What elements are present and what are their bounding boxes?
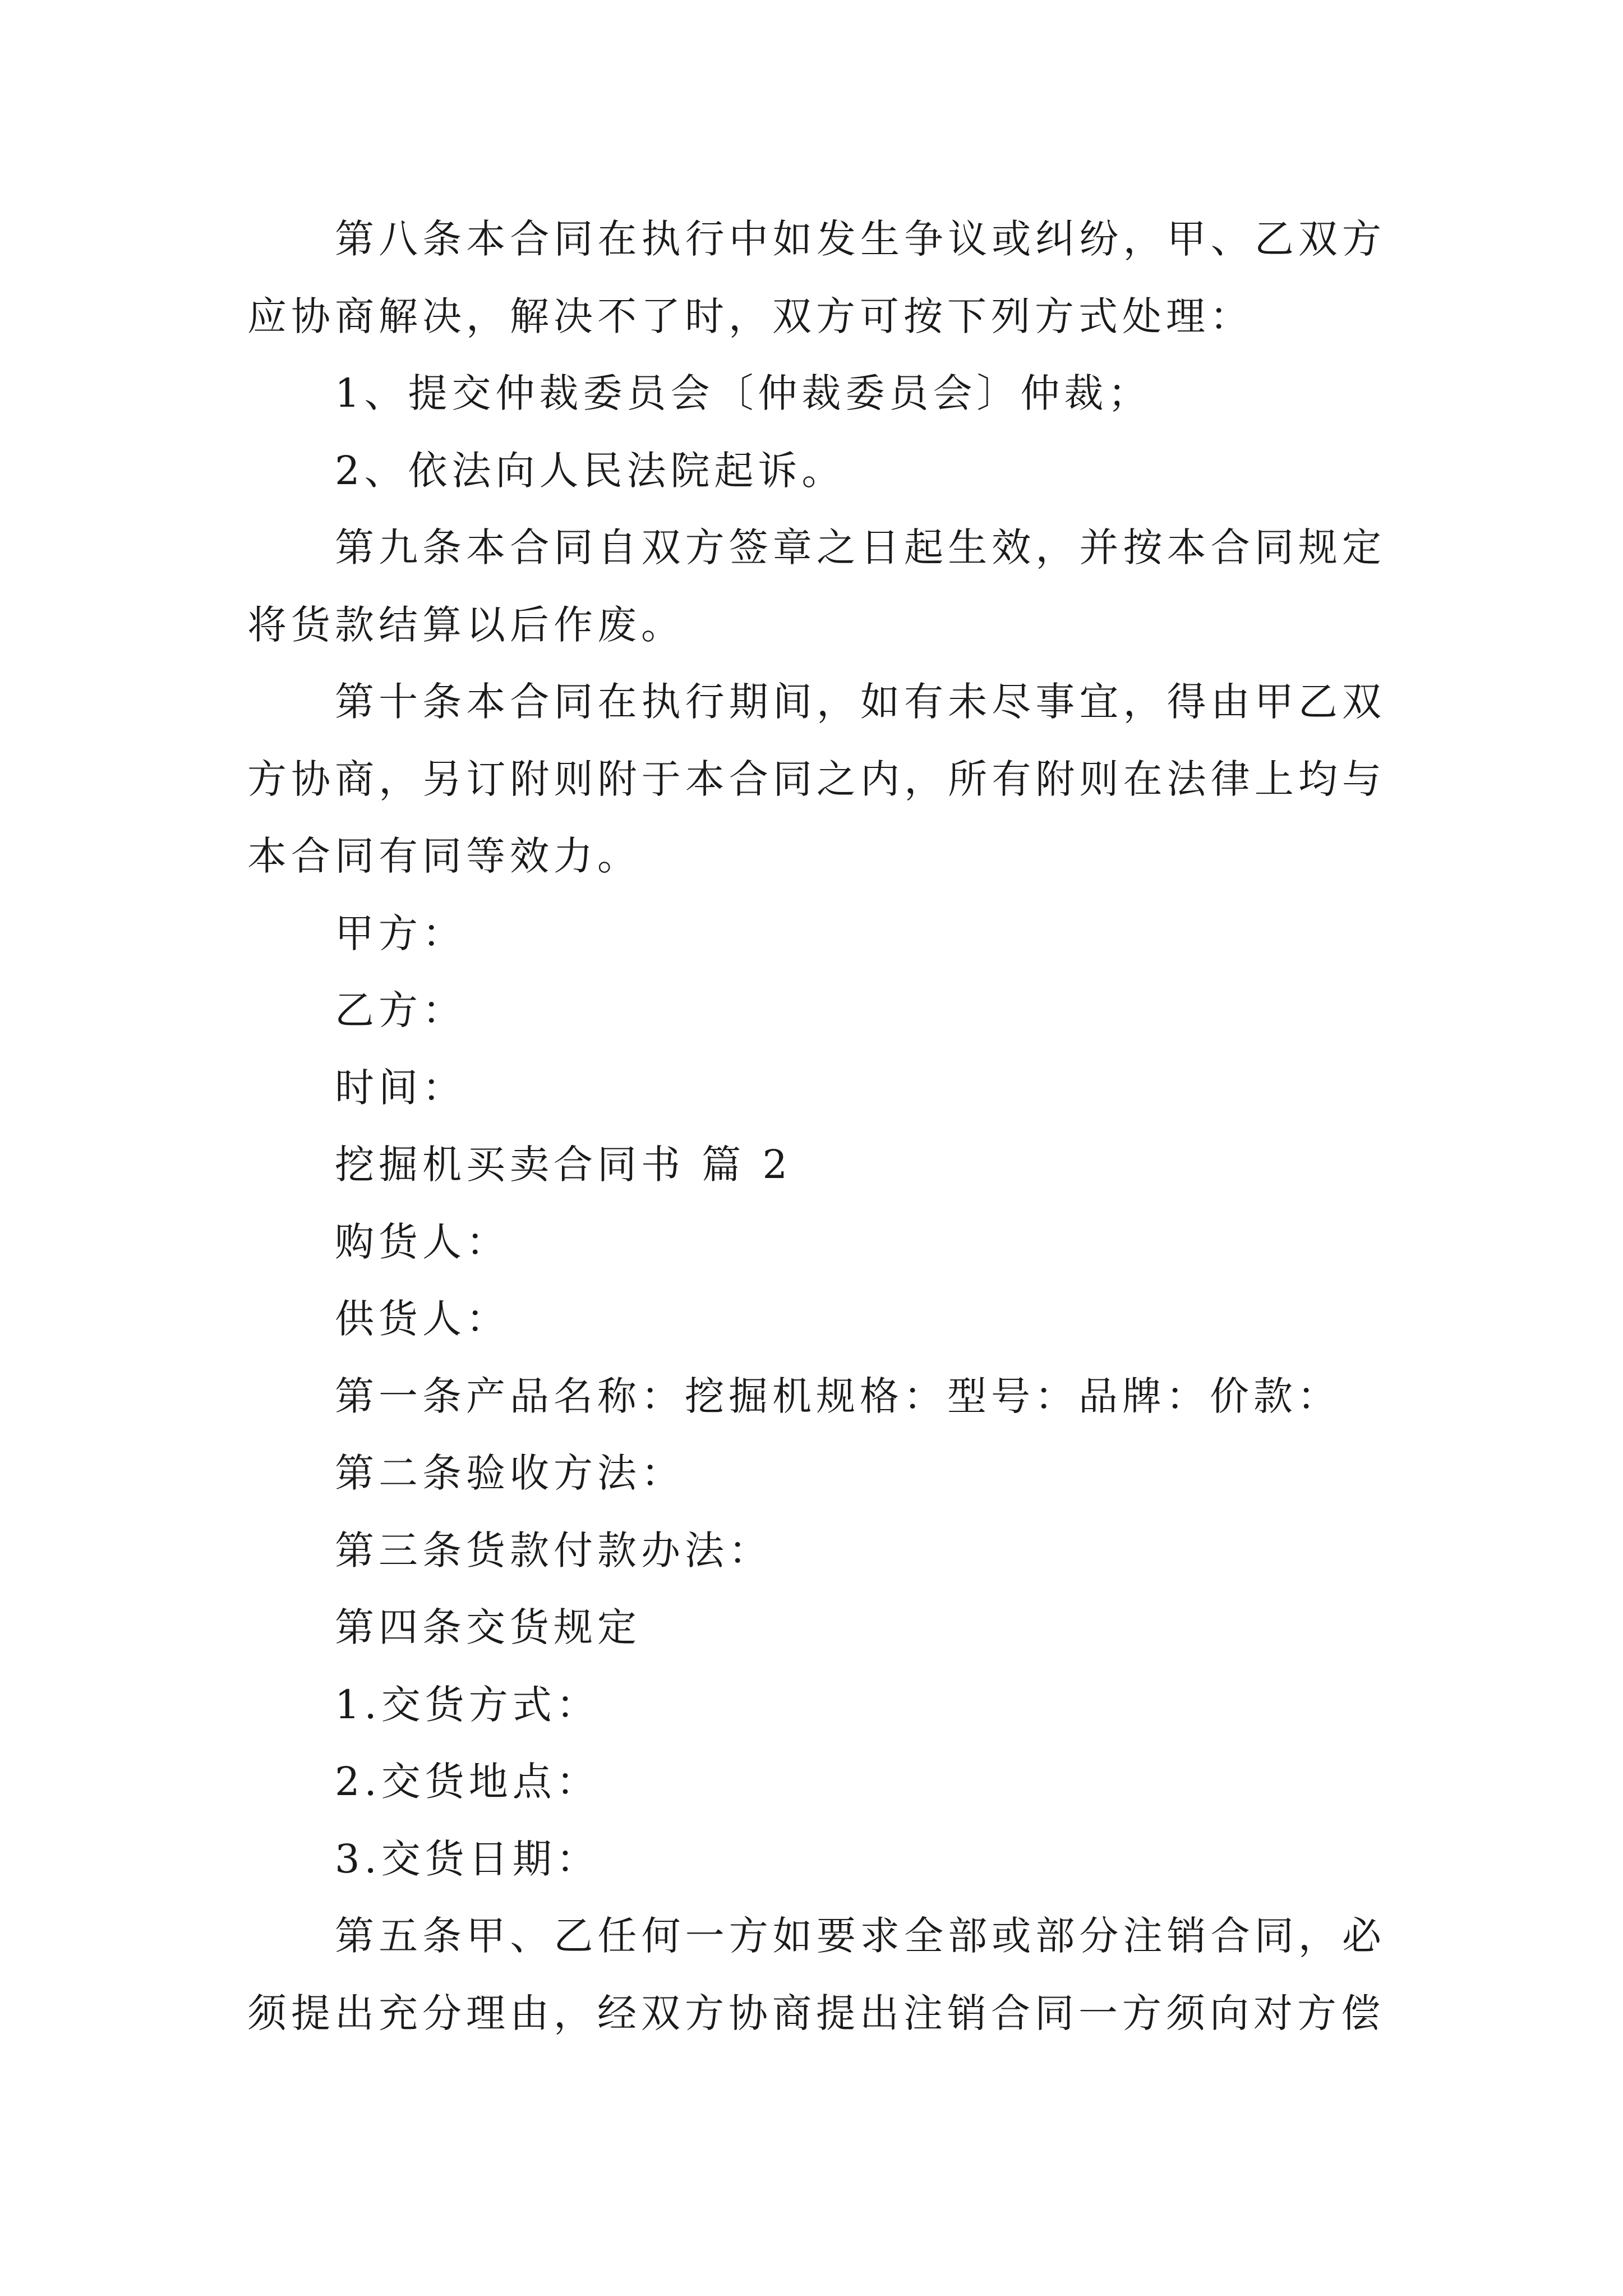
supplier-line: 供货人：	[335, 1296, 510, 1342]
paragraph-article-5: 第五条甲、乙任何一方如要求全部或部分注销合同，必须提出充分理由，经双方协商提出注销合同一方须向对方偿	[247, 1913, 1386, 2036]
paragraph-article-10: 第十条本合同在执行期间，如有未尽事宜，得由甲乙双方协商，另订附则附于本合同之内，所有附则在法律上均与本合同有同等效力。	[247, 679, 1386, 879]
party-b-line: 乙方：	[335, 987, 466, 1033]
party-a-line: 甲方：	[335, 910, 466, 956]
section-heading: 挖掘机买卖合同书 篇 2	[335, 1142, 792, 1188]
date-line: 时间：	[335, 1064, 466, 1111]
paragraph-article-9: 第九条本合同自双方签章之日起生效，并按本合同规定将货款结算以后作废。	[247, 524, 1386, 648]
document-body	[247, 201, 1386, 2052]
paragraph-article-1: 第一条产品名称：挖掘机规格：型号：品牌：价款：	[335, 1373, 1341, 1419]
paragraph-article-2: 第二条验收方法：	[335, 1450, 685, 1496]
paragraph-item-1: 1、提交仲裁委员会〔仲裁委员会〕仲裁；	[335, 370, 1152, 416]
paragraph-article-8: 第八条本合同在执行中如发生争议或纠纷，甲、乙双方应协商解决，解决不了时，双方可按下列方式处理：	[247, 216, 1386, 339]
paragraph-item-2: 2、依法向人民法院起诉。	[335, 447, 846, 494]
delivery-location-line: 2.交货地点：	[335, 1759, 600, 1805]
buyer-line: 购货人：	[335, 1218, 510, 1265]
paragraph-article-3: 第三条货款付款办法：	[335, 1527, 772, 1573]
paragraph-article-4: 第四条交货规定	[335, 1604, 641, 1650]
delivery-date-line: 3.交货日期：	[335, 1835, 600, 1882]
delivery-method-line: 1.交货方式：	[335, 1681, 600, 1728]
